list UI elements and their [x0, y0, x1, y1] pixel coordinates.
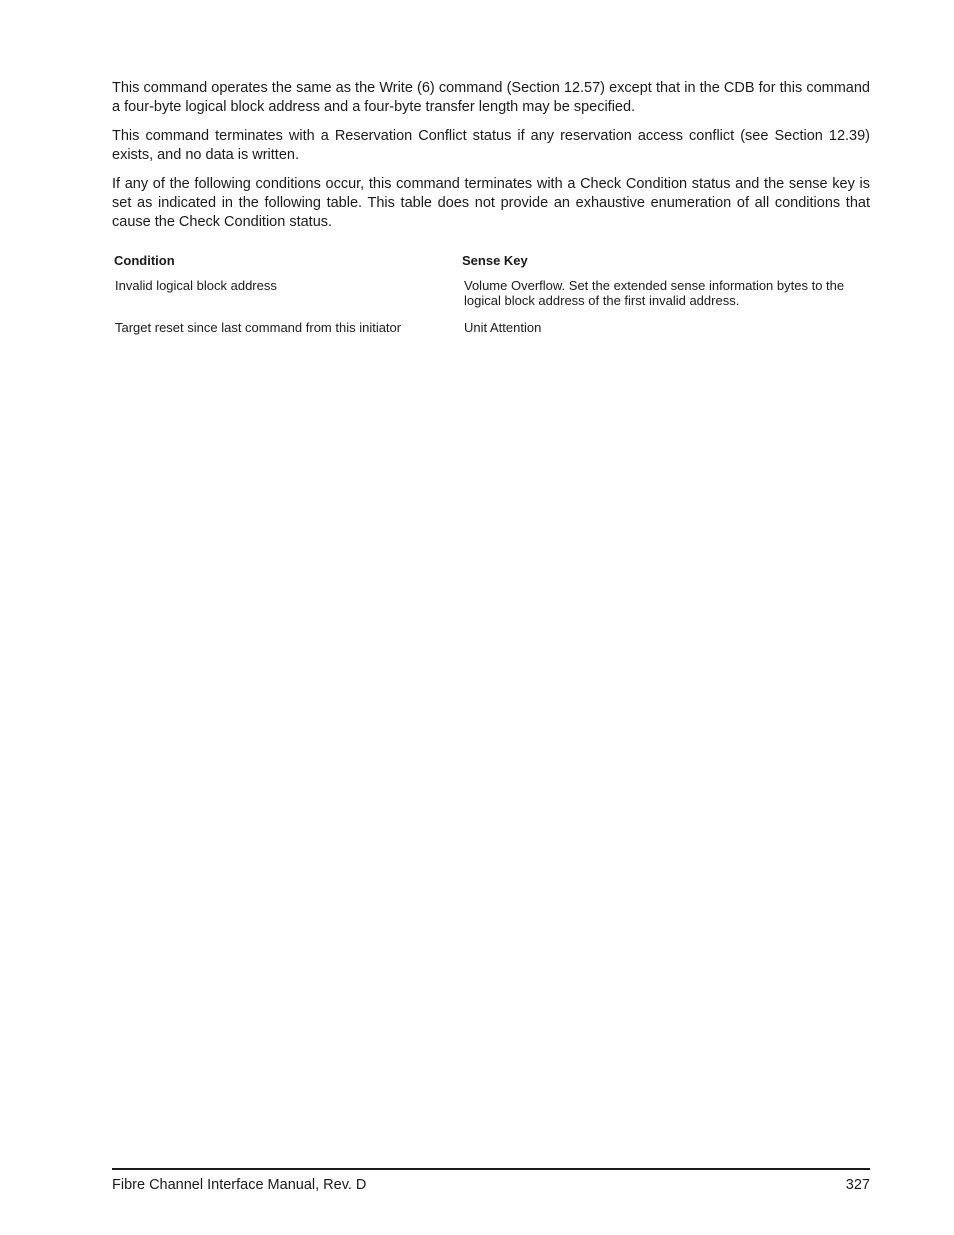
paragraph-description: This command operates the same as the Write (6) command (Section 12.57) except that in the CDB for this command a four-byte logical block address and a four-byte transfer length may be specified. [112, 80, 870, 115]
page-body [112, 79, 870, 347]
page-number: 327 [845, 1177, 870, 1193]
sense-key-table [112, 253, 870, 347]
table-row [112, 278, 870, 320]
cell-sense-key: Volume Overflow. Set the extended sense information bytes to the logical block address of the first invalid address. [464, 278, 845, 309]
cell-sense-key: Unit Attention [464, 320, 542, 336]
table-header-row [112, 253, 870, 278]
cell-condition: Target reset since last command from this initiator [115, 320, 402, 336]
footer-title: Fibre Channel Interface Manual, Rev. D [112, 1177, 367, 1193]
table-row [112, 320, 870, 347]
page-footer [112, 1168, 870, 1193]
header-sense-key: Sense Key [462, 253, 528, 269]
paragraph-reservation-conflict: This command terminates with a Reservation Conflict status if any reservation access conflict (see Section 12.39) exists, and no data is written. [112, 128, 870, 163]
cell-condition: Invalid logical block address [115, 278, 277, 294]
header-condition: Condition [114, 253, 175, 269]
paragraph-check-condition: If any of the following conditions occur, this command terminates with a Check Condition status and the sense key is set as indicated in the following table. This table does not provide an exhaustive enumeration of all conditions that cause the Check Condition status. [112, 176, 870, 230]
